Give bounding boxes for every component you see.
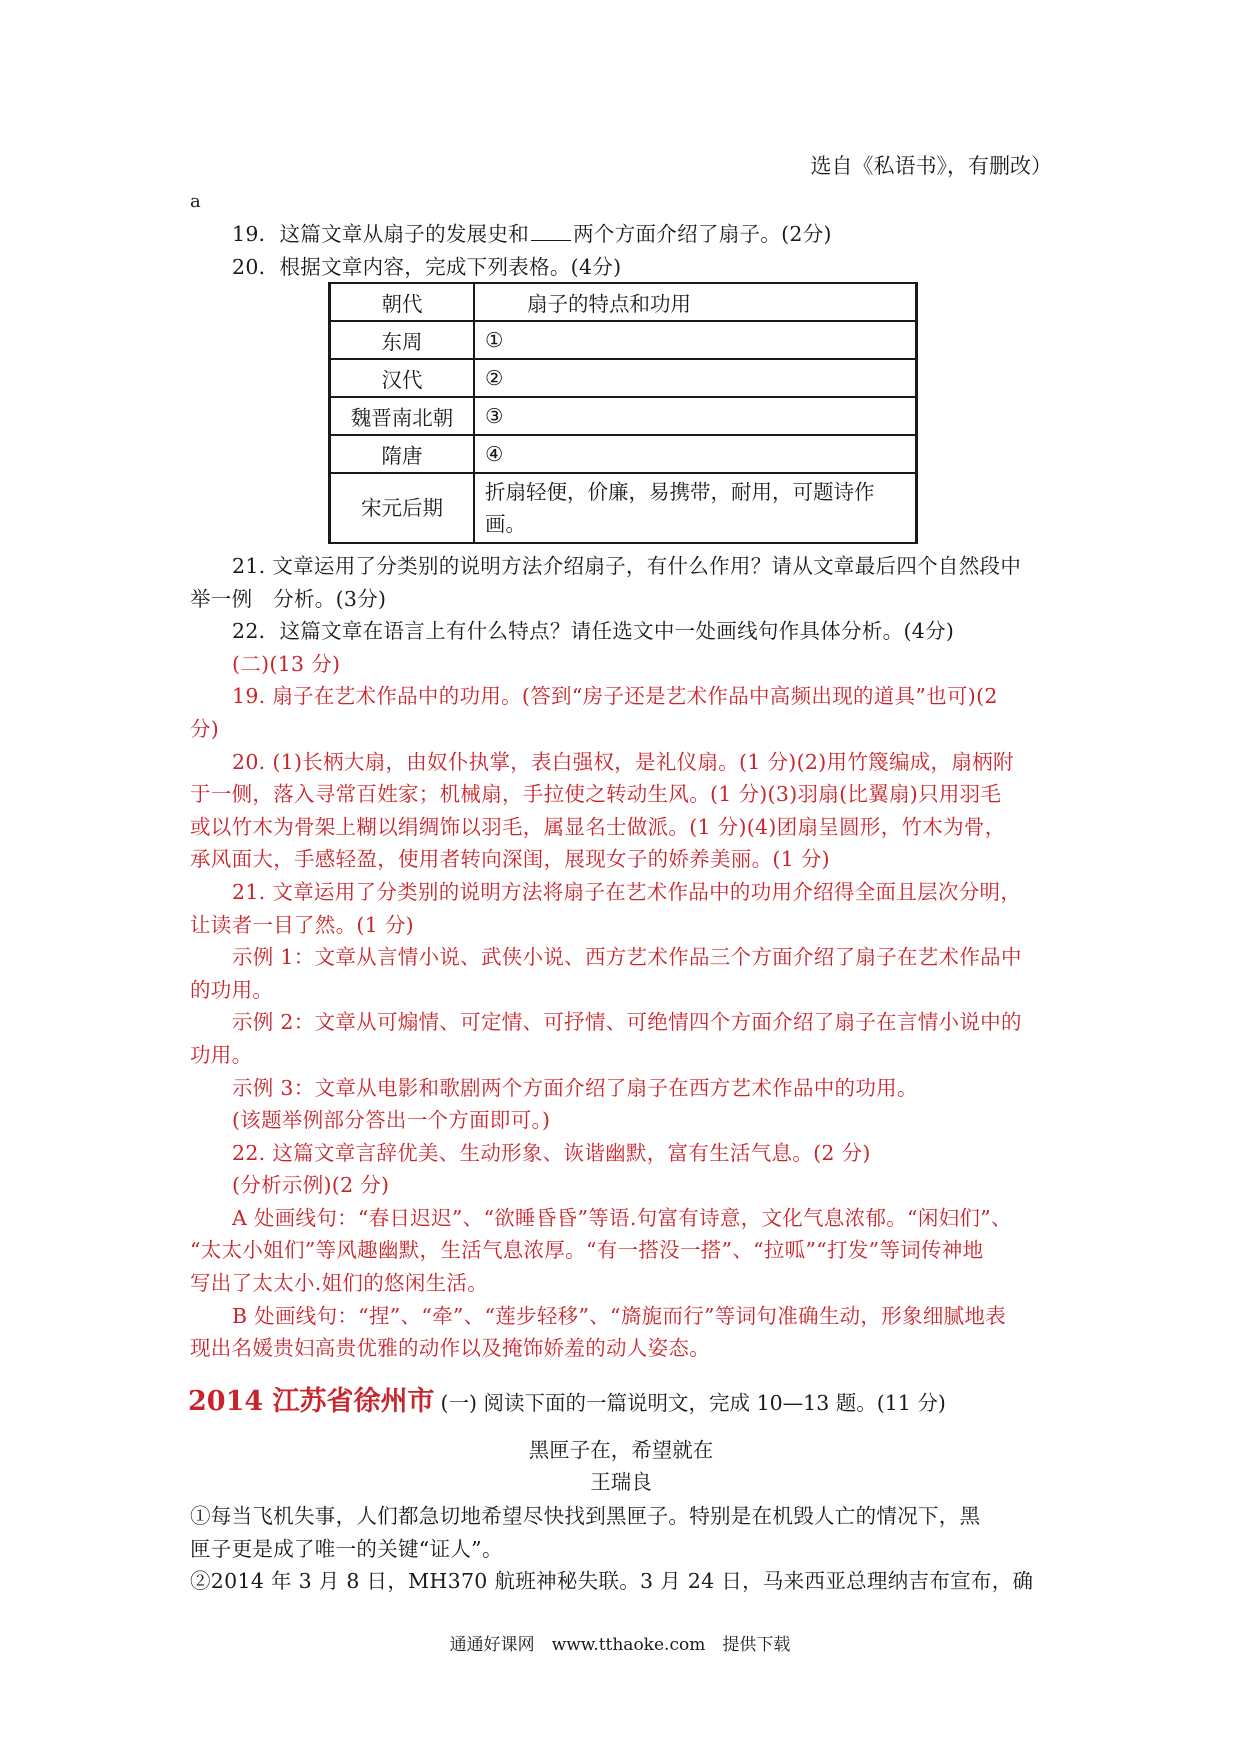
answer-blank [531, 222, 571, 241]
dynasty-cell: 魏晋南北朝 [330, 397, 475, 435]
answer-20-cont: 于一侧，落入寻常百姓家；机械扇，手拉使之转动生风。(1 分)(3)羽扇(比翼扇)只用羽毛 [190, 782, 1002, 807]
question-20: 20．根据文章内容，完成下列表格。(4分) [232, 254, 622, 279]
article-author: 王瑞良 [590, 1470, 652, 1494]
table-row [330, 359, 917, 397]
stray-mark: a [190, 191, 201, 212]
section-heading [188, 1384, 946, 1421]
answer-21: 21. 文章运用了分类别的说明方法将扇子在艺术作品中的功用介绍得全面且层次分明， [232, 879, 1022, 904]
question-22: 22．这篇文章在语言上有什么特点？请任选文中一处画线句作具体分析。(4分) [232, 619, 955, 644]
answer-20-cont: 承风面大，手感轻盈，使用者转向深闺，展现女子的娇养美丽。(1 分) [190, 847, 830, 872]
answer-22-a-cont: 写出了太太小.姐们的悠闲生活。 [190, 1271, 489, 1296]
region-title: 2014 江苏省徐州市 [188, 1386, 435, 1417]
questions-block [190, 218, 1052, 283]
paragraph-1-cont: 匣子更是成了唯一的关键“证人”。 [190, 1536, 503, 1561]
content-cell: 折扇轻便，价廉，易携带，耐用，可题诗作画。 [474, 473, 917, 543]
example-1-cont: 的功用。 [190, 977, 274, 1002]
section-instruction: (一) 阅读下面的一篇说明文，完成 10—13 题。(11 分) [440, 1391, 946, 1415]
table-row [330, 397, 917, 435]
answer-20: 20. (1)长柄大扇，由奴仆执掌，表白强权，是礼仪扇。(1 分)(2)用竹篾编成，扇柄附 [232, 749, 1014, 774]
dynasty-cell: 东周 [330, 321, 475, 359]
question-21: 21. 文章运用了分类别的说明方法介绍扇子，有什么作用？请从文章最后四个自然段中 [232, 554, 1022, 578]
page-footer: 通通好课网 www.tthaoke.com 提供下载 [449, 1635, 791, 1655]
answer-section-header: (二)(13 分) [232, 651, 341, 676]
dynasty-cell: 隋唐 [330, 435, 475, 473]
example-2-cont: 功用。 [190, 1042, 253, 1067]
answer-22: 22. 这篇文章言辞优美、生动形象、诙谐幽默，富有生活气息。(2 分) [232, 1140, 871, 1165]
dynasty-cell: 汉代 [330, 359, 475, 397]
content-cell: ① [474, 321, 917, 359]
table-header-cell: 朝代 [330, 283, 475, 321]
example-3: 示例 3：文章从电影和歌剧两个方面介绍了扇子在西方艺术作品中的功用。 [232, 1075, 918, 1100]
answer-22-b-cont: 现出名媛贵妇高贵优雅的动作以及掩饰娇羞的动人姿态。 [190, 1336, 710, 1361]
answer-21-cont: 让读者一目了然。(1 分) [190, 912, 414, 937]
paragraph-1: ①每当飞机失事，人们都急切地希望尽快找到黑匣子。特别是在机毁人亡的情况下，黑 [190, 1504, 981, 1528]
table-row [330, 473, 917, 543]
questions-block-2 [190, 550, 1052, 1365]
table-header-row [330, 283, 917, 321]
question-21-cont: 举一例 分析。(3分) [190, 586, 387, 611]
content-cell: ② [474, 359, 917, 397]
answer-19-cont: 分) [190, 716, 220, 741]
answer-22-analysis-label: (分析示例)(2 分) [232, 1173, 390, 1198]
article-title: 黑匣子在，希望就在 [528, 1438, 714, 1462]
source-note: 选自《私语书》，有删改） [810, 154, 1052, 178]
content-cell: ④ [474, 435, 917, 473]
answer-19: 19. 扇子在艺术作品中的功用。(答到“房子还是艺术作品中高频出现的道具”也可)(2 [232, 684, 998, 709]
dynasty-fan-table [328, 282, 918, 544]
table-row [330, 321, 917, 359]
dynasty-cell: 宋元后期 [330, 473, 475, 543]
content-cell: ③ [474, 397, 917, 435]
article-body [190, 1500, 1052, 1598]
question-19: 19．这篇文章从扇子的发展史和 两个方面介绍了扇子。(2分) [232, 222, 832, 246]
answer-22-a-cont: “太太小姐们”等风趣幽默，生活气息浓厚。“有一搭没一搭”、“拉呱”“打发”等词传神地 [190, 1238, 984, 1263]
table-header-cell: 扇子的特点和功用 [474, 283, 917, 321]
example-1: 示例 1：文章从言情小说、武侠小说、西方艺术作品三个方面介绍了扇子在艺术作品中 [232, 945, 1022, 970]
answer-key [190, 648, 1052, 1365]
answer-22-b: B 处画线句：“捏”、“牵”、“莲步轻移”、“旖旎而行”等词句准确生动，形象细腻地表 [232, 1303, 1007, 1328]
example-note: (该题举例部分答出一个方面即可。) [232, 1108, 551, 1133]
answer-22-a: A 处画线句：“春日迟迟”、“欲睡昏昏”等语.句富有诗意，文化气息浓郁。“闲妇们”、 [232, 1205, 1012, 1230]
paragraph-2: ②2014 年 3 月 8 日，MH370 航班神秘失联。3 月 24 日，马来西亚总理纳吉布宣布，确 [190, 1569, 1034, 1594]
example-2: 示例 2：文章从可煽情、可定情、可抒情、可绝情四个方面介绍了扇子在言情小说中的 [232, 1010, 1022, 1035]
answer-20-cont: 或以竹木为骨架上糊以绢绸饰以羽毛，属显名士做派。(1 分)(4)团扇呈圆形，竹木为骨， [190, 814, 1006, 839]
table-row [330, 435, 917, 473]
